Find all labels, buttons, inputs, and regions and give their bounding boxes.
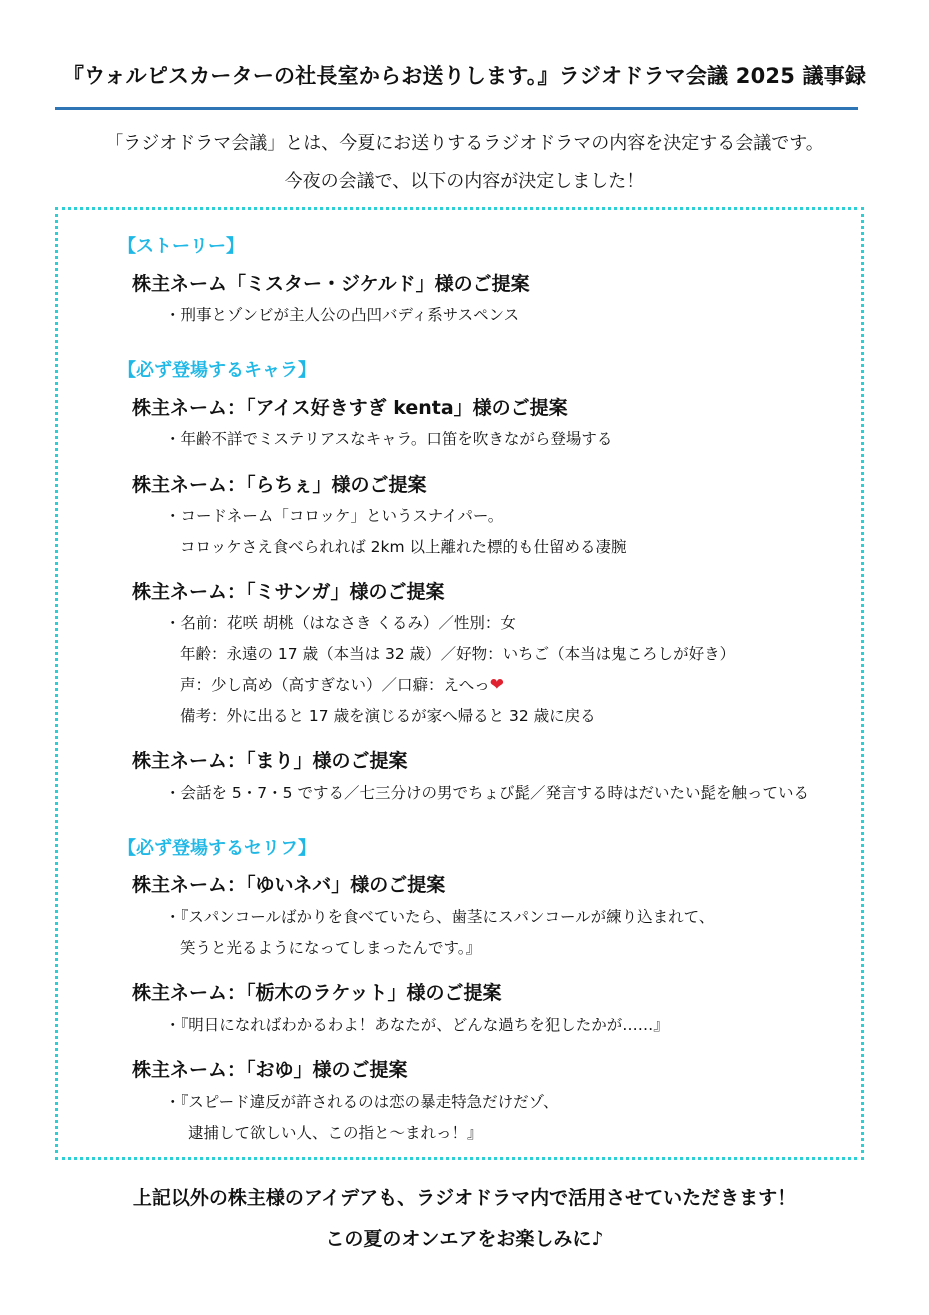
proposal-detail: 笑うと光るようになってしまったんです。』 [180,939,482,957]
title-divider [55,107,858,110]
heart-icon: ❤ [489,675,504,695]
proposal-title: 株主ネーム：「ミサンガ」様のご提案 [132,581,445,603]
proposal-title: 株主ネーム：「ゆいネバ」様のご提案 [132,874,446,896]
section-heading-lines: 【必ず登場するセリフ】 [118,838,316,859]
proposal-detail: ・コードネーム「コロッケ」というスナイパー。 [165,507,504,525]
page-title: 『ウォルピスカーターの社長室からお送りします。』ラジオドラマ会議 2025 議事録 [62,64,867,88]
proposal-detail: ・年齢不詳でミステリアスなキャラ。口笛を吹きながら登場する [165,430,613,448]
proposal-title: 株主ネーム：「栃木のラケット」様のご提案 [132,982,502,1004]
proposal-detail [180,673,504,695]
proposal-detail: ・『明日になればわかるわよ！あなたが、どんな過ちを犯したかが……』 [165,1016,669,1034]
proposal-title: 株主ネーム：「アイス好きすぎ kenta」様のご提案 [132,397,568,419]
proposal-title: 株主ネーム：「らちぇ」様のご提案 [132,474,427,496]
proposal-detail: ・名前：花咲 胡桃（はなさき くるみ）／性別：女 [165,614,516,632]
proposal-title: 株主ネーム：「まり」様のご提案 [132,750,408,772]
section-heading-characters: 【必ず登場するキャラ】 [118,360,316,381]
proposal-detail: 年齢：永遠の 17 歳（本当は 32 歳）／好物：いちご（本当は鬼ころしが好き） [180,645,736,663]
proposal-title: 株主ネーム「ミスター・ジケルド」様のご提案 [132,273,530,295]
proposal-title: 株主ネーム：「おゆ」様のご提案 [132,1059,408,1081]
proposal-detail: ・会話を 5・7・5 でする／七三分けの男でちょび髭／発言する時はだいたい髭を触っている [165,784,809,802]
proposal-detail: ・『スパンコールばかりを食べていたら、歯茎にスパンコールが練り込まれて、 [165,908,715,926]
proposal-detail: 逮捕して欲しい人、この指と～まれっ！』 [188,1124,483,1142]
proposal-detail-text: 声：少し高め（高すぎない）／口癖：えへっ [180,676,490,694]
proposal-detail: ・刑事とゾンビが主人公の凸凹バディ系サスペンス [165,306,520,324]
proposal-detail: コロッケさえ食べられれば 2km 以上離れた標的も仕留める凄腕 [180,538,627,556]
section-heading-story: 【ストーリー】 [118,236,244,257]
intro-line-2: 今夜の会議で、以下の内容が決定しました！ [284,171,645,192]
proposal-detail: 備考：外に出ると 17 歳を演じるが家へ帰ると 32 歳に戻る [180,707,596,725]
proposal-detail: ・『スピード違反が許されるのは恋の暴走特急だけだゾ、 [165,1093,559,1111]
outro-line-2: この夏のオンエアをお楽しみに♪ [325,1228,604,1250]
outro-line-1: 上記以外の株主様のアイデアも、ラジオドラマ内で活用させていただきます！ [132,1187,797,1209]
intro-line-1: 「ラジオドラマ会議」とは、今夏にお送りするラジオドラマの内容を決定する会議です。 [105,133,824,154]
